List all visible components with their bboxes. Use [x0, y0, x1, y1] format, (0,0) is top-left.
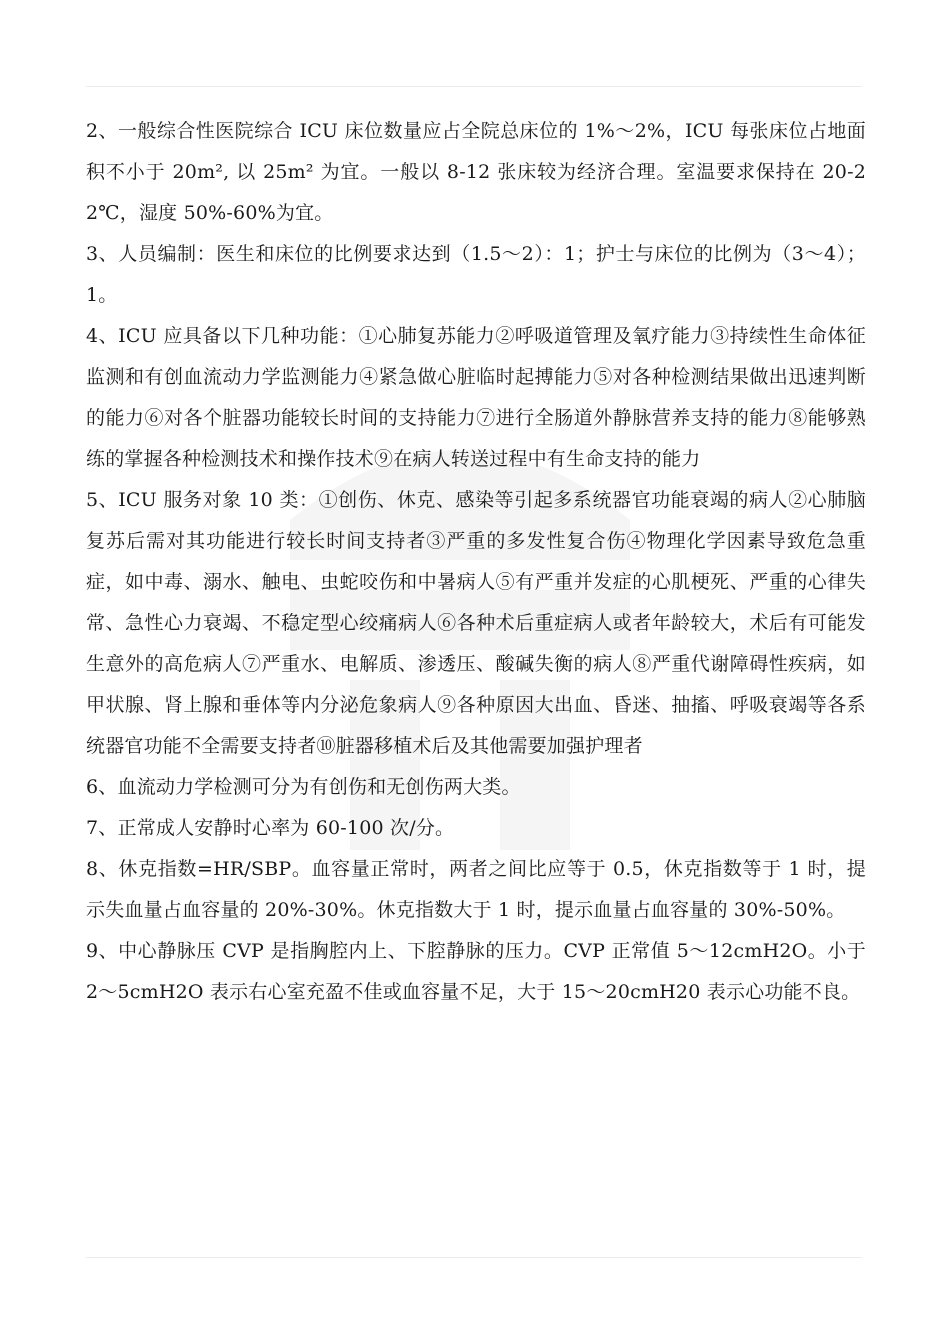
footer-rule — [86, 1257, 862, 1258]
document-body — [86, 111, 866, 1013]
paragraph-5: 5、ICU 服务对象 10 类：①创伤、休克、感染等引起多系统器官功能衰竭的病人②心肺脑复苏后需对其功能进行较长时间支持者③严重的多发性复合伤④物理化学因素导致危急重症，如中毒、溺水、触电、虫蛇咬伤和中暑病人⑤有严重并发症的心肌梗死、严重的心律失常、急性心力衰竭、不稳定型心绞痛病人⑥各种术后重症病人或者年龄较大，术后有可能发生意外的高危病人⑦严重水、电解质、渗透压、酸碱失衡的病人⑧严重代谢障碍性疾病，如甲状腺、肾上腺和垂体等内分泌危象病人⑨各种原因大出血、昏迷、抽搐、呼吸衰竭等各系统器官功能不全需要支持者⑩脏器移植术后及其他需要加强护理者 — [86, 489, 866, 757]
paragraph-2: 2、一般综合性医院综合 ICU 床位数量应占全院总床位的 1%～2%，ICU 每张床位占地面积不小于 20m², 以 25m² 为宜。一般以 8-12 张床较为经济合理。室温要求保持在 20-22℃，湿度 50%-60%为宜。 — [86, 120, 866, 224]
paragraph-4: 4、ICU 应具备以下几种功能：①心肺复苏能力②呼吸道管理及氧疗能力③持续性生命体征监测和有创血流动力学监测能力④紧急做心脏临时起搏能力⑤对各种检测结果做出迅速判断的能力⑥对各个脏器功能较长时间的支持能力⑦进行全肠道外静脉营养支持的能力⑧能够熟练的掌握各种检测技术和操作技术⑨在病人转送过程中有生命支持的能力 — [86, 325, 866, 470]
paragraph-7: 7、正常成人安静时心率为 60-100 次/分。 — [86, 817, 455, 839]
paragraph-8: 8、休克指数=HR/SBP。血容量正常时，两者之间比应等于 0.5，休克指数等于 1 时，提示失血量占血容量的 20%-30%。休克指数大于 1 时，提示血量占血容量的 30%-50%。 — [86, 858, 866, 921]
header-rule — [86, 86, 862, 87]
paragraph-3: 3、人员编制：医生和床位的比例要求达到（1.5～2）：1；护士与床位的比例为（3～4）；1。 — [86, 243, 866, 306]
paragraph-6: 6、血流动力学检测可分为有创伤和无创伤两大类。 — [86, 776, 521, 798]
paragraph-9: 9、中心静脉压 CVP 是指胸腔内上、下腔静脉的压力。CVP 正常值 5～12cmH2O。小于 2～5cmH2O 表示右心室充盈不佳或血容量不足，大于 15～20cmH20 表示心功能不良。 — [86, 940, 866, 1003]
